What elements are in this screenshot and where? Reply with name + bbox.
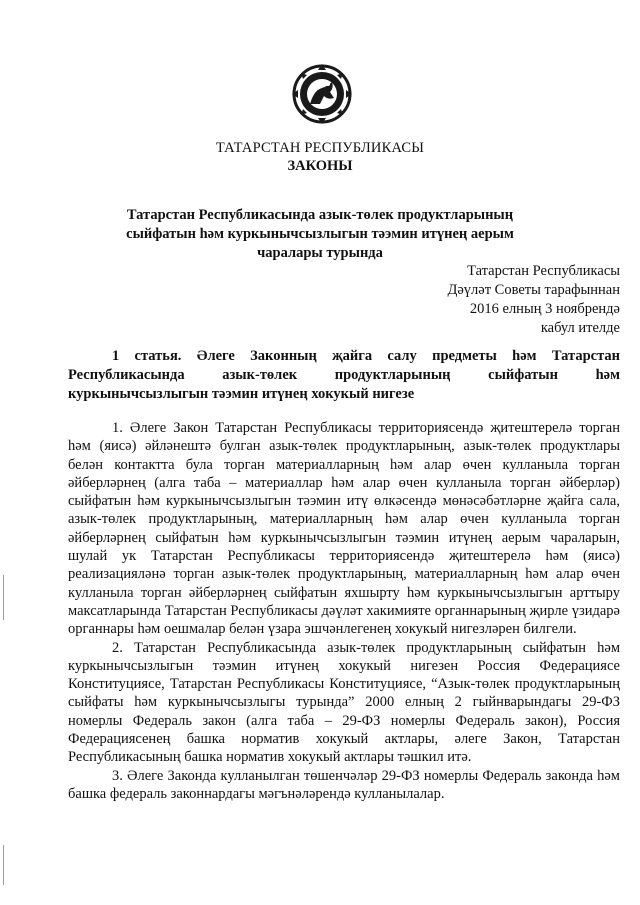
adoption-line: Татарстан Республикасы — [467, 263, 620, 279]
adoption-note — [360, 262, 620, 338]
paragraph: 3. Әлеге Законда кулланылган төшенчәләр 29-ФЗ номерлы Федераль законда һәм башка федераль законнардагы мәгънәләрендә кулланылалар. — [68, 767, 620, 802]
scan-margin-mark — [3, 575, 4, 620]
law-title: Татарстан Республикасында азык-төлек продуктларының сыйфатын һәм куркынычсызлыгын тәэмин итүнең аерым чаралары турында — [126, 207, 514, 261]
republic-name: ТАТАРСТАН РЕСПУБЛИКАСЫ — [215, 140, 425, 156]
paragraph: 2. Татарстан Республикасында азык-төлек продуктларының сыйфатын һәм куркынычсызлыгын тәэмин итүнең хокукый нигезен Россия Федерациясе Конституциясе, Татарстан Республикасы Конституциясе, “Азык-төлек продуктларының сыйфаты һәм куркынычсызлыгы турында” 2000 елның 2 гыйнварындагы 29-ФЗ номерлы Федераль закон (алга таба – 29-ФЗ номерлы Федераль закон), Россия Федерациясенең башка норматив хокукый актлары, әлеге Закон, Татарстан Республикасының башка норматив хокукый актлары тәшкил итә. — [68, 639, 620, 766]
article-body — [68, 419, 620, 803]
article-heading: 1 статья. Әлеге Законның җайга салу предметы һәм Татарстан Республикасында азык-төлек продуктларының сыйфатын һәм куркынычсызлыгын тәэмин итүнең хокукый нигезе — [68, 348, 620, 402]
adoption-line: кабул ителде — [540, 320, 620, 336]
adoption-line: Дәүләт Советы тарафыннан — [447, 282, 620, 298]
paragraph: 1. Әлеге Закон Татарстан Республикасы территориясендә җитештерелә торган һәм (яисә) әйләнештә булган азык-төлек продуктларының, азык-төлек продуктлары белән контактта була торган материалларның һәм алар өчен кулланыла торган әйберләрнең (алга таба – материаллар һәм алар өчен кулланыла торган әйберләр) сыйфатын һәм куркынычсызлыгын тәэмин итү өлкәсендә мөнәсәбәтләрне җайга сала, азык-төлек продуктларының, материалларның һәм алар өчен кулланыла торган әйберләрнең сыйфатын һәм куркынычсызлыгын тәэмин итүнең аерым чараларын, шулай ук Татарстан Республикасы территориясендә җитештерелә һәм (яисә) реализацияләнә торган азык-төлек продуктларының, материалларның һәм алар өчен кулланыла торган әйберләрнең сыйфатын яхшырту һәм куркынычсызлыгын арттыру максатларында Татарстан Республикасы дәүләт хакимияте органнарының җирле үзидарә органнары һәм оешмалар белән үзара эшчәнлегенең хокукый нигезләрен билгели. — [68, 420, 620, 638]
scan-margin-mark — [3, 845, 4, 885]
document-type: ЗАКОНЫ — [287, 158, 353, 174]
adoption-line: 2016 елның 3 ноябрендә — [469, 301, 620, 317]
coat-of-arms-emblem — [292, 64, 352, 124]
